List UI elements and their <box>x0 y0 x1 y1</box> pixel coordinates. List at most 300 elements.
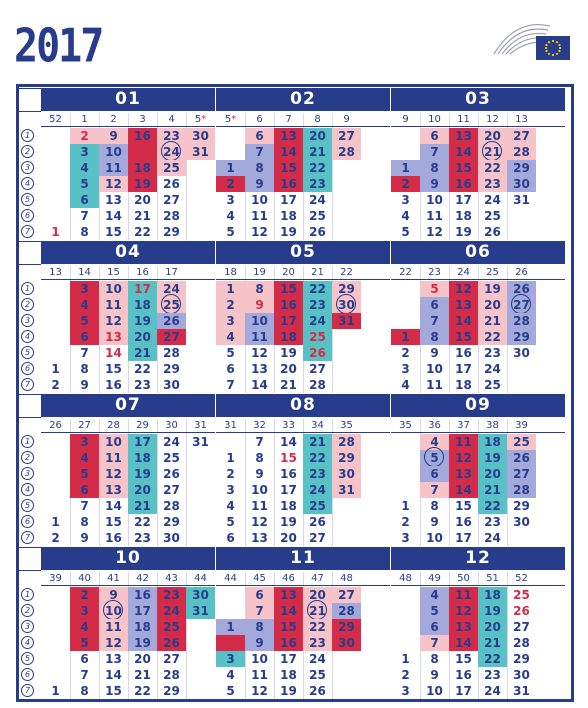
day-cell: 14 <box>449 144 478 160</box>
day-cell: 20 <box>280 531 297 545</box>
day-cell: 14 <box>105 668 122 682</box>
day-cell: 7 <box>245 603 274 619</box>
weekday-marker: 4 <box>21 177 34 190</box>
week-divider <box>216 279 390 280</box>
day-cell: 13 <box>449 128 478 144</box>
day-cell: 17 <box>280 193 297 207</box>
day-cell: 8 <box>80 684 89 698</box>
month-block-02 <box>216 88 390 240</box>
day-cell: 3 <box>216 651 245 667</box>
day-cell: 25 <box>157 297 186 313</box>
day-cell: 28 <box>332 144 361 160</box>
day-cell: 17 <box>128 434 157 450</box>
weekday-marker: 6 <box>21 515 34 528</box>
week-number: 11 <box>457 114 470 125</box>
day-cell: 5 <box>70 176 99 192</box>
day-cell: 24 <box>157 603 186 619</box>
month-block-05 <box>216 241 390 393</box>
day-cell: 29 <box>163 684 180 698</box>
day-cell: 20 <box>478 297 507 313</box>
week-divider <box>216 432 390 433</box>
day-cell: 19 <box>478 603 507 619</box>
week-number: 18 <box>224 267 237 278</box>
day-cell: 9 <box>430 346 439 360</box>
day-cell: 7 <box>226 378 235 392</box>
day-cell: 11 <box>251 209 268 223</box>
day-cell: 28 <box>507 313 536 329</box>
day-cell: 25 <box>507 434 536 450</box>
day-cell: 29 <box>332 281 361 297</box>
day-cell: 14 <box>105 346 122 360</box>
day-cell: 30 <box>332 466 361 482</box>
day-cell: 10 <box>251 652 268 666</box>
week-number: 40 <box>78 573 91 584</box>
day-cell: 7 <box>420 635 449 651</box>
day-cell: 17 <box>274 313 303 329</box>
month-header: 08 <box>216 394 390 417</box>
day-cell: 31 <box>332 482 361 498</box>
month-header: 06 <box>391 241 565 264</box>
day-cell: 23 <box>303 297 332 313</box>
day-cell: 26 <box>163 177 180 191</box>
day-cell: 17 <box>455 531 472 545</box>
day-cell: 9 <box>99 587 128 603</box>
day-cell: 9 <box>99 128 128 144</box>
day-cell: 27 <box>163 652 180 666</box>
day-cell: 11 <box>99 619 128 635</box>
week-number: 42 <box>136 573 149 584</box>
day-cell: 31 <box>192 435 209 449</box>
day-cell: 2 <box>51 378 60 392</box>
week-number: 34 <box>311 420 324 431</box>
day-cell: 27 <box>332 128 361 144</box>
day-cell: 28 <box>332 434 361 450</box>
week-number: 26 <box>49 420 62 431</box>
day-cell: 19 <box>128 313 157 329</box>
day-cell: 26 <box>309 515 326 529</box>
day-cell: 2 <box>401 346 410 360</box>
day-cell: 11 <box>251 668 268 682</box>
day-cell: 18 <box>478 587 507 603</box>
day-cell: 8 <box>80 225 89 239</box>
week-number: 31 <box>224 420 237 431</box>
week-number: 39 <box>49 573 62 584</box>
day-cell: 9 <box>245 635 274 651</box>
day-cell: 31 <box>513 684 530 698</box>
eu-flag-icon <box>536 36 570 60</box>
day-cell: 25 <box>163 451 180 465</box>
day-cell: 21 <box>280 378 297 392</box>
day-cell: 18 <box>128 619 157 635</box>
week-number: 19 <box>253 267 266 278</box>
week-number: 30 <box>165 420 178 431</box>
week-number: 24 <box>457 267 470 278</box>
day-cell: 25 <box>309 209 326 223</box>
day-cell: 12 <box>99 313 128 329</box>
day-cell: 14 <box>449 313 478 329</box>
week-number: 39 <box>515 420 528 431</box>
month-block-08 <box>216 394 390 546</box>
day-cell: 14 <box>449 482 478 498</box>
day-cell: 6 <box>245 587 274 603</box>
day-cell: 13 <box>274 128 303 144</box>
week-number: 48 <box>340 573 353 584</box>
day-cell: 10 <box>251 483 268 497</box>
weekday-marker: 4 <box>21 330 34 343</box>
day-cell: 15 <box>455 652 472 666</box>
week-number: 2 <box>110 114 117 125</box>
week-number: 13 <box>49 267 62 278</box>
day-cell: 23 <box>157 128 186 144</box>
week-divider <box>391 432 565 433</box>
day-cell: 5 <box>226 346 235 360</box>
day-cell: 14 <box>449 635 478 651</box>
day-cell: 10 <box>426 362 443 376</box>
day-cell: 8 <box>255 451 264 465</box>
weekday-marker: 6 <box>21 209 34 222</box>
day-cell: 12 <box>99 466 128 482</box>
day-cell: 9 <box>245 176 274 192</box>
day-cell: 2 <box>391 176 420 192</box>
week-number: 44 <box>194 573 207 584</box>
week-number: 46 <box>282 573 295 584</box>
day-cell: 19 <box>478 450 507 466</box>
day-cell: 8 <box>245 160 274 176</box>
day-cell: 28 <box>163 209 180 223</box>
day-cell: 13 <box>449 297 478 313</box>
day-cell: 8 <box>420 160 449 176</box>
day-cell: 22 <box>478 651 507 667</box>
weekday-marker: 5 <box>21 652 34 665</box>
day-cell: 14 <box>105 209 122 223</box>
day-cell: 9 <box>255 467 264 481</box>
day-cell: 9 <box>80 531 89 545</box>
day-cell: 27 <box>309 362 326 376</box>
month-block-07 <box>41 394 215 546</box>
day-cell: 6 <box>226 362 235 376</box>
day-cell: 17 <box>455 362 472 376</box>
day-cell: 11 <box>99 450 128 466</box>
weekday-marker: 7 <box>21 531 34 544</box>
week-number: 22 <box>340 267 353 278</box>
week-number: 41 <box>107 573 120 584</box>
day-cell: 22 <box>134 362 151 376</box>
day-cell: 24 <box>484 193 501 207</box>
day-cell: 14 <box>274 144 303 160</box>
week-divider <box>41 279 215 280</box>
day-cell: 19 <box>280 225 297 239</box>
day-cell: 28 <box>507 482 536 498</box>
weekday-marker: 2 <box>21 145 34 158</box>
day-cell: 15 <box>274 619 303 635</box>
day-cell: 9 <box>430 668 439 682</box>
day-cell: 24 <box>484 362 501 376</box>
day-cell: 27 <box>163 193 180 207</box>
day-cell: 2 <box>51 531 60 545</box>
month-block-01 <box>41 88 215 240</box>
day-cell: 13 <box>105 652 122 666</box>
day-cell: 9 <box>80 378 89 392</box>
day-cell: 2 <box>401 668 410 682</box>
day-cell: 4 <box>70 297 99 313</box>
day-cell: 4 <box>226 499 235 513</box>
day-cell: 15 <box>105 515 122 529</box>
day-cell: 21 <box>303 603 332 619</box>
day-cell: 26 <box>163 467 180 481</box>
day-cell: 19 <box>128 466 157 482</box>
day-cell: 23 <box>484 515 501 529</box>
day-cell: 19 <box>280 684 297 698</box>
day-cell: 21 <box>303 144 332 160</box>
day-cell: 20 <box>478 466 507 482</box>
week-divider <box>391 585 565 586</box>
week-number: 10 <box>428 114 441 125</box>
day-cell: 19 <box>455 225 472 239</box>
day-cell: 16 <box>274 635 303 651</box>
day-cell: 20 <box>478 128 507 144</box>
week-number: 36 <box>428 420 441 431</box>
day-cell: 31 <box>186 603 215 619</box>
day-cell: 26 <box>303 345 332 361</box>
week-number: 52 <box>49 114 62 125</box>
calendar-grid <box>16 84 574 702</box>
weekday-marker: 5 <box>21 346 34 359</box>
day-cell: 8 <box>245 281 274 297</box>
day-cell: 30 <box>186 587 215 603</box>
weekday-marker: 1 <box>21 588 34 601</box>
day-cell: 24 <box>303 313 332 329</box>
day-cell: 12 <box>251 225 268 239</box>
day-cell: 10 <box>99 603 128 619</box>
day-cell: 15 <box>105 225 122 239</box>
day-cell: 29 <box>507 329 536 345</box>
day-cell: 21 <box>478 482 507 498</box>
day-cell: 6 <box>245 128 274 144</box>
week-number: 23 <box>428 267 441 278</box>
day-cell: 16 <box>274 297 303 313</box>
day-cell: 5 <box>420 450 449 466</box>
day-cell: 29 <box>513 499 530 513</box>
european-parliament-logo <box>490 14 574 64</box>
month-header: 02 <box>216 88 390 111</box>
day-cell: 5 <box>226 515 235 529</box>
day-cell: 26 <box>507 450 536 466</box>
weekday-marker: 5 <box>21 499 34 512</box>
week-number: 3 <box>139 114 146 125</box>
day-cell: 7 <box>80 346 89 360</box>
day-cell: 16 <box>105 531 122 545</box>
day-cell: 10 <box>251 193 268 207</box>
month-block-11 <box>216 547 390 699</box>
day-cell: 24 <box>309 193 326 207</box>
day-cell: 1 <box>391 160 420 176</box>
day-cell: 20 <box>134 193 151 207</box>
day-cell: 5 <box>70 635 99 651</box>
day-cell: 19 <box>478 281 507 297</box>
day-cell: 11 <box>99 297 128 313</box>
day-cell: 22 <box>303 619 332 635</box>
month-header: 03 <box>391 88 565 111</box>
day-cell: 23 <box>134 378 151 392</box>
day-cell: 19 <box>280 346 297 360</box>
day-cell: 2 <box>70 128 99 144</box>
day-cell: 7 <box>80 499 89 513</box>
week-number: 13 <box>515 114 528 125</box>
month-block-03 <box>391 88 565 240</box>
day-cell: 17 <box>128 144 157 160</box>
day-cell: 2 <box>226 467 235 481</box>
day-cell: 4 <box>401 378 410 392</box>
day-cell: 18 <box>274 329 303 345</box>
day-cell: 26 <box>157 313 186 329</box>
day-cell: 28 <box>332 603 361 619</box>
year-title: 2017 <box>14 20 103 73</box>
day-cell: 15 <box>105 684 122 698</box>
day-cell: 24 <box>484 531 501 545</box>
day-cell: 7 <box>80 668 89 682</box>
week-number: 28 <box>107 420 120 431</box>
day-cell: 5 <box>420 603 449 619</box>
day-cell: 1 <box>216 619 245 635</box>
day-cell: 22 <box>303 160 332 176</box>
day-cell: 25 <box>484 209 501 223</box>
day-cell: 4 <box>216 329 245 345</box>
day-cell: 20 <box>303 587 332 603</box>
day-cell: 23 <box>478 176 507 192</box>
day-cell: 7 <box>245 144 274 160</box>
week-number: 8 <box>314 114 321 125</box>
week-number: 27 <box>78 420 91 431</box>
week-number: 7 <box>285 114 292 125</box>
week-number: 38 <box>486 420 499 431</box>
day-cell: 5 <box>401 225 410 239</box>
day-cell: 10 <box>426 193 443 207</box>
day-cell: 11 <box>245 329 274 345</box>
day-cell: 11 <box>449 587 478 603</box>
day-cell: 29 <box>163 362 180 376</box>
day-cell: 29 <box>163 225 180 239</box>
day-cell: 8 <box>80 362 89 376</box>
day-cell: 18 <box>280 209 297 223</box>
weekday-marker: 3 <box>21 620 34 633</box>
day-cell: 1 <box>401 652 410 666</box>
month-block-06 <box>391 241 565 393</box>
day-cell: 1 <box>401 499 410 513</box>
day-cell: 24 <box>303 482 332 498</box>
week-number: 25 <box>486 267 499 278</box>
day-cell: 23 <box>157 587 186 603</box>
day-cell: 27 <box>507 297 536 313</box>
day-cell: 23 <box>134 531 151 545</box>
month-block-04 <box>41 241 215 393</box>
day-cell: 14 <box>251 378 268 392</box>
weekday-marker: 7 <box>21 378 34 391</box>
day-cell: 27 <box>163 483 180 497</box>
day-cell: 13 <box>105 193 122 207</box>
day-cell: 28 <box>507 144 536 160</box>
day-cell: 20 <box>128 329 157 345</box>
day-cell: 8 <box>420 329 449 345</box>
day-cell: 20 <box>478 619 507 635</box>
day-cell: 2 <box>216 297 245 313</box>
day-cell: 29 <box>507 160 536 176</box>
day-cell: 9 <box>430 515 439 529</box>
day-cell: 21 <box>303 434 332 450</box>
day-cell: 5 <box>226 225 235 239</box>
day-cell: 13 <box>99 329 128 345</box>
day-cell: 27 <box>507 466 536 482</box>
day-cell: 25 <box>303 498 332 514</box>
day-cell: 11 <box>251 499 268 513</box>
day-cell: 22 <box>478 498 507 514</box>
day-cell: 8 <box>245 619 274 635</box>
weekday-marker: 7 <box>21 684 34 697</box>
week-number: 14 <box>78 267 91 278</box>
day-cell: 3 <box>226 483 235 497</box>
day-cell: 16 <box>128 128 157 144</box>
day-cell: 17 <box>280 652 297 666</box>
day-cell: 11 <box>449 434 478 450</box>
day-cell: 27 <box>507 128 536 144</box>
day-cell: 8 <box>430 499 439 513</box>
weekday-marker: 5 <box>21 193 34 206</box>
day-cell: 18 <box>280 499 297 513</box>
week-number: 35 <box>340 420 353 431</box>
day-cell: 12 <box>449 450 478 466</box>
day-cell: 8 <box>80 515 89 529</box>
week-number: 20 <box>282 267 295 278</box>
day-cell: 1 <box>226 451 235 465</box>
day-cell: 22 <box>303 281 332 297</box>
day-cell: 7 <box>420 313 449 329</box>
weekday-marker: 3 <box>21 467 34 480</box>
day-cell: 4 <box>226 668 235 682</box>
day-cell: 26 <box>309 225 326 239</box>
day-cell: 6 <box>70 329 99 345</box>
day-cell: 1 <box>216 160 245 176</box>
day-cell: 1 <box>51 684 60 698</box>
day-cell: 7 <box>255 435 264 449</box>
day-cell: 8 <box>430 652 439 666</box>
day-cell: 2 <box>401 515 410 529</box>
day-cell: 15 <box>274 160 303 176</box>
day-cell: 4 <box>70 450 99 466</box>
day-cell: 11 <box>426 209 443 223</box>
day-cell: 16 <box>280 467 297 481</box>
day-cell: 17 <box>455 684 472 698</box>
week-number: 22 <box>399 267 412 278</box>
day-cell: 18 <box>455 378 472 392</box>
month-header: 09 <box>391 394 565 417</box>
day-cell: 30 <box>163 378 180 392</box>
day-cell: 16 <box>274 176 303 192</box>
day-cell: 10 <box>245 313 274 329</box>
day-cell: 29 <box>332 450 361 466</box>
day-cell: 19 <box>128 635 157 651</box>
day-cell: 31 <box>332 313 361 329</box>
week-number: 52 <box>515 573 528 584</box>
day-cell: 12 <box>251 515 268 529</box>
day-cell: 25 <box>157 619 186 635</box>
day-cell: 28 <box>163 499 180 513</box>
day-cell: 15 <box>455 499 472 513</box>
month-header: 05 <box>216 241 390 264</box>
weekday-marker: 4 <box>21 483 34 496</box>
weekday-marker: 7 <box>21 225 34 238</box>
day-cell: 11 <box>426 378 443 392</box>
day-cell: 25 <box>484 378 501 392</box>
day-cell: 22 <box>134 225 151 239</box>
